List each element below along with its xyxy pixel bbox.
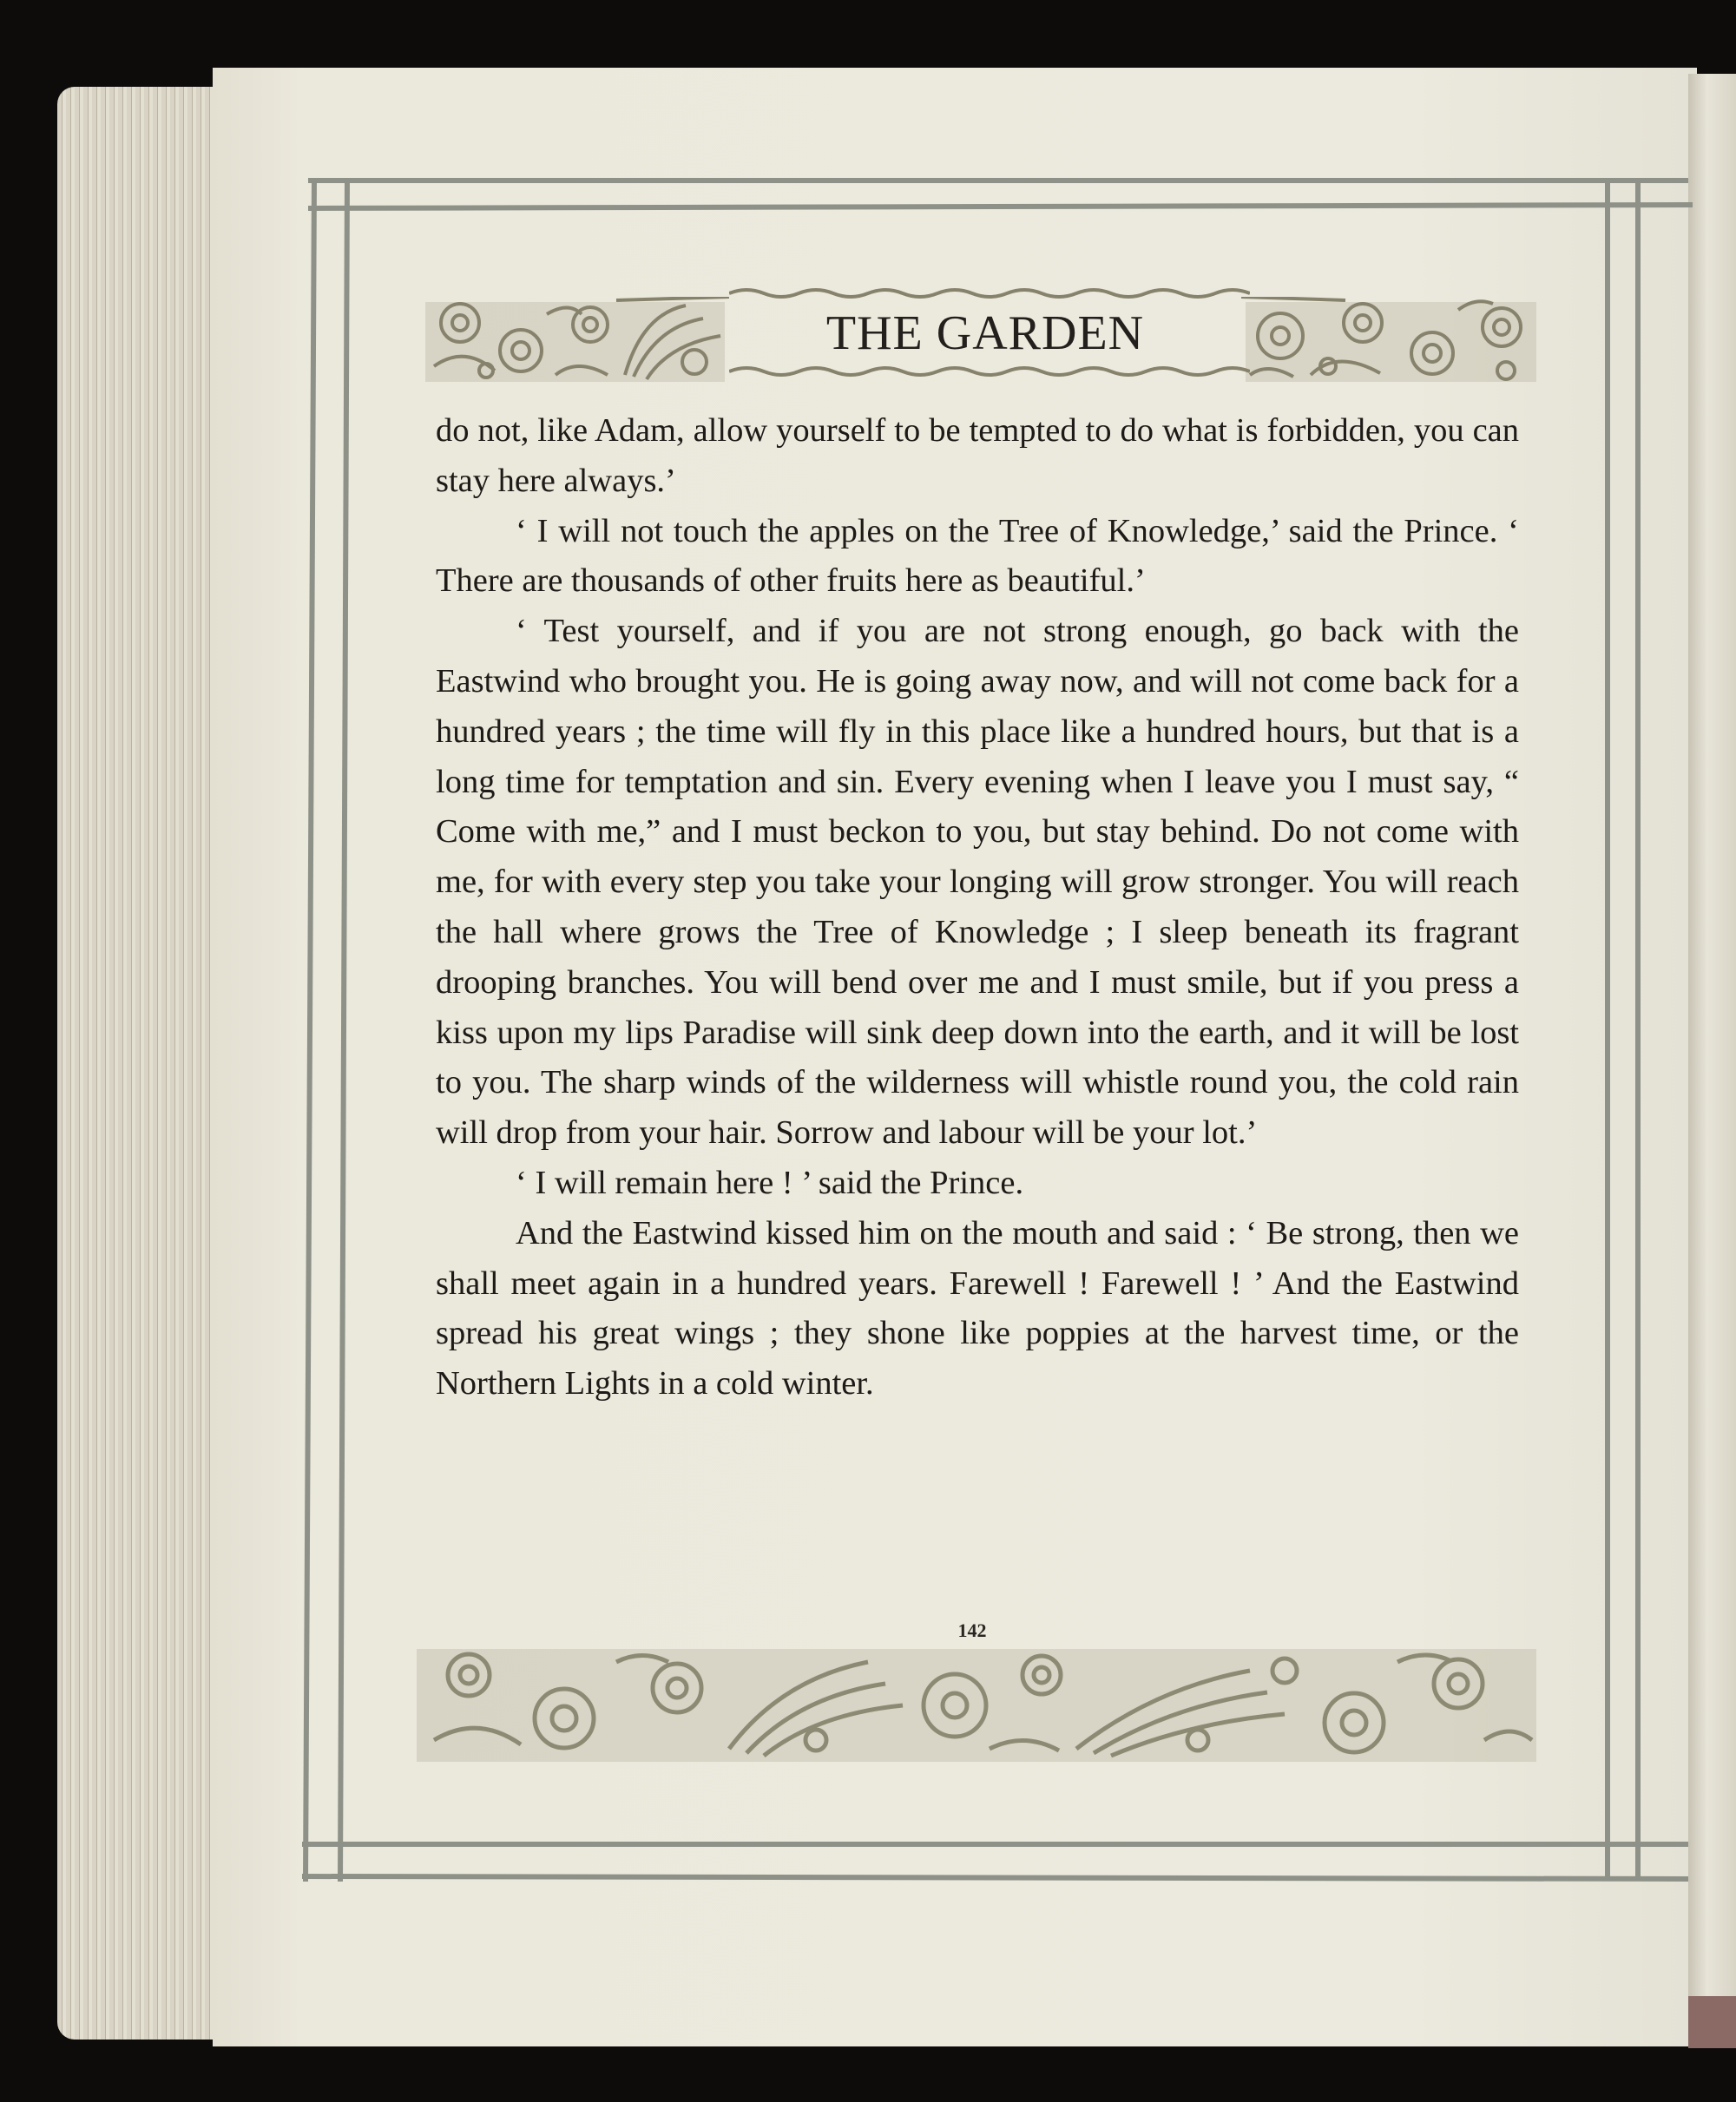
floral-tailpiece-icon	[417, 1645, 1536, 1766]
body-text	[436, 406, 1519, 1409]
paragraph: ‘ I will remain here ! ’ said the Prince.	[516, 1164, 1024, 1201]
page-number: 142	[957, 1619, 987, 1641]
paragraph: ‘ I will not touch the apples on the Tree of Knowledge,’ said the Prince. ‘ There are thousands of other fruits here as beautiful.’	[436, 512, 1519, 600]
floral-band-right-icon	[1241, 297, 1536, 384]
title-underline-ornament	[729, 363, 1250, 380]
paragraph: ‘ Test yourself, and if you are not strong enough, go back with the Eastwind who brought you. He is going away now, and will not come back for a hundred years ; the time will fly in this place like a hundred hours, but that is a long time for temptation and sin. Every evening when I leave you I must say, “ Come with me,” and I must beckon to you, but stay behind. Do not come with me, for with every step you take your longing will grow stronger. You will reach the hall where grows the Tree of Knowledge ; I sleep beneath its fragrant drooping branches. You will bend over me and I must smile, but if you press a kiss upon my lips Paradise will sink deep down into the earth, and it will be lost to you. The sharp winds of the wilderness will whistle round you, the cold rain will drop from your hair. Sorrow and labour will be your lot.’	[436, 613, 1519, 1152]
floral-band-left-icon	[425, 297, 729, 384]
paragraph: And the Eastwind kissed him on the mouth and said : ‘ Be strong, then we shall meet again in a hundred years. Farewell ! Farewell ! ’ And the Eastwind spread his great wings ; they shone like poppies at the harvest time, or the Northern Lights in a cold winter.	[436, 1214, 1519, 1402]
page-title: THE GARDEN	[825, 306, 1145, 360]
paragraph: do not, like Adam, allow yourself to be tempted to do what is forbidden, you can stay here always.’	[436, 412, 1519, 499]
running-head	[425, 283, 1536, 387]
title-overline-ornament	[729, 283, 1250, 300]
